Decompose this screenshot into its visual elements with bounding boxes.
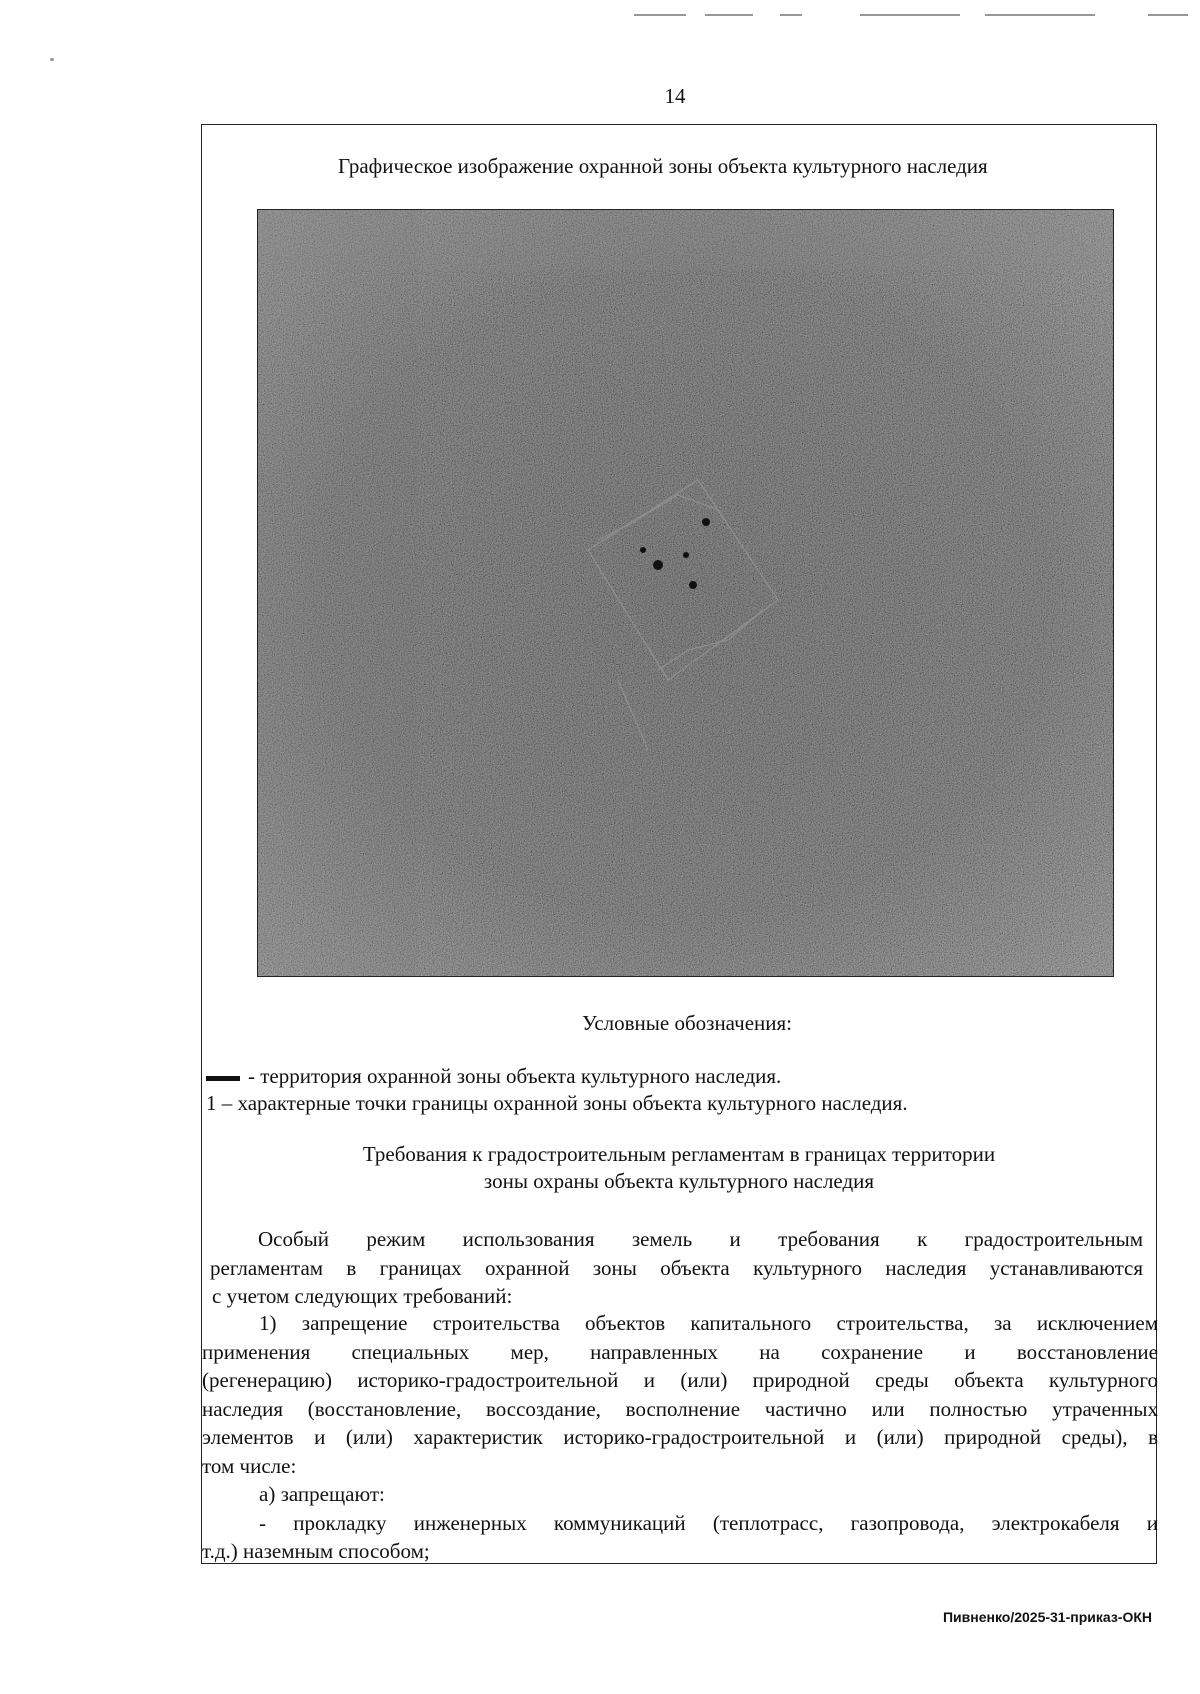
text-line: Особый режим использования земель и требования к градостроительным — [258, 1227, 1143, 1251]
item-a-label: а) запрещают: — [259, 1482, 385, 1506]
document-footer-id: Пивненко/2025-31-приказ-ОКН — [942, 1609, 1152, 1625]
text-line: (регенерацию) историко-градостроительной и (или) природной среды объекта культурного — [202, 1368, 1158, 1392]
text-line: регламентам в границах охранной зоны объекта культурного наследия устанавливаются — [210, 1255, 1143, 1280]
legend-title: Условные обозначения: — [581, 1011, 793, 1035]
legend-item-points — [206, 1091, 908, 1116]
text-line: применения специальных мер, направленных на сохранение и восстановление — [202, 1339, 1158, 1364]
text-line: 1) запрещение строительства объектов капитального строительства, за исключением — [259, 1311, 1158, 1335]
item-1-paragraph — [202, 1309, 1158, 1566]
legend-point-symbol: 1 — [206, 1091, 217, 1115]
scan-artifact — [985, 14, 1095, 16]
text-line: наследия (восстановление, воссоздание, восполнение частично или полностью утраченных — [202, 1396, 1158, 1421]
scan-artifact — [634, 14, 686, 16]
text-line: с учетом следующих требований: — [212, 1284, 513, 1308]
legend-item-text: - территория охранной зоны объекта культурного наследия. — [248, 1064, 782, 1088]
protection-zone-map — [257, 209, 1114, 977]
text-line: т.д.) наземным способом; — [202, 1539, 430, 1563]
legend-item-text: – характерные точки границы охранной зоны объекта культурного наследия. — [221, 1091, 908, 1115]
scan-artifact — [1148, 14, 1188, 16]
requirements-title-line1: Требования к градостроительным регламентам в границах территории — [362, 1142, 996, 1166]
intro-paragraph — [208, 1225, 1143, 1311]
scan-artifact — [860, 14, 960, 16]
text-line: том числе: — [202, 1453, 297, 1478]
page-number: 14 — [664, 84, 686, 108]
legend-item-zone — [206, 1064, 781, 1089]
text-line: элементов и (или) характеристик историко-градостроительной и (или) природной среды), в — [202, 1425, 1158, 1449]
requirements-title-line2: зоны охраны объекта культурного наследия — [483, 1169, 875, 1193]
map-image — [258, 210, 1114, 977]
map-title: Графическое изображение охранной зоны объекта культурного наследия — [338, 154, 988, 178]
scan-artifact — [780, 14, 802, 16]
scan-speck — [50, 58, 54, 61]
legend-line-symbol — [206, 1076, 240, 1081]
scan-artifact — [705, 14, 753, 16]
text-line: - прокладку инженерных коммуникаций (теплотрасс, газопровода, электрокабеля и — [259, 1510, 1158, 1535]
